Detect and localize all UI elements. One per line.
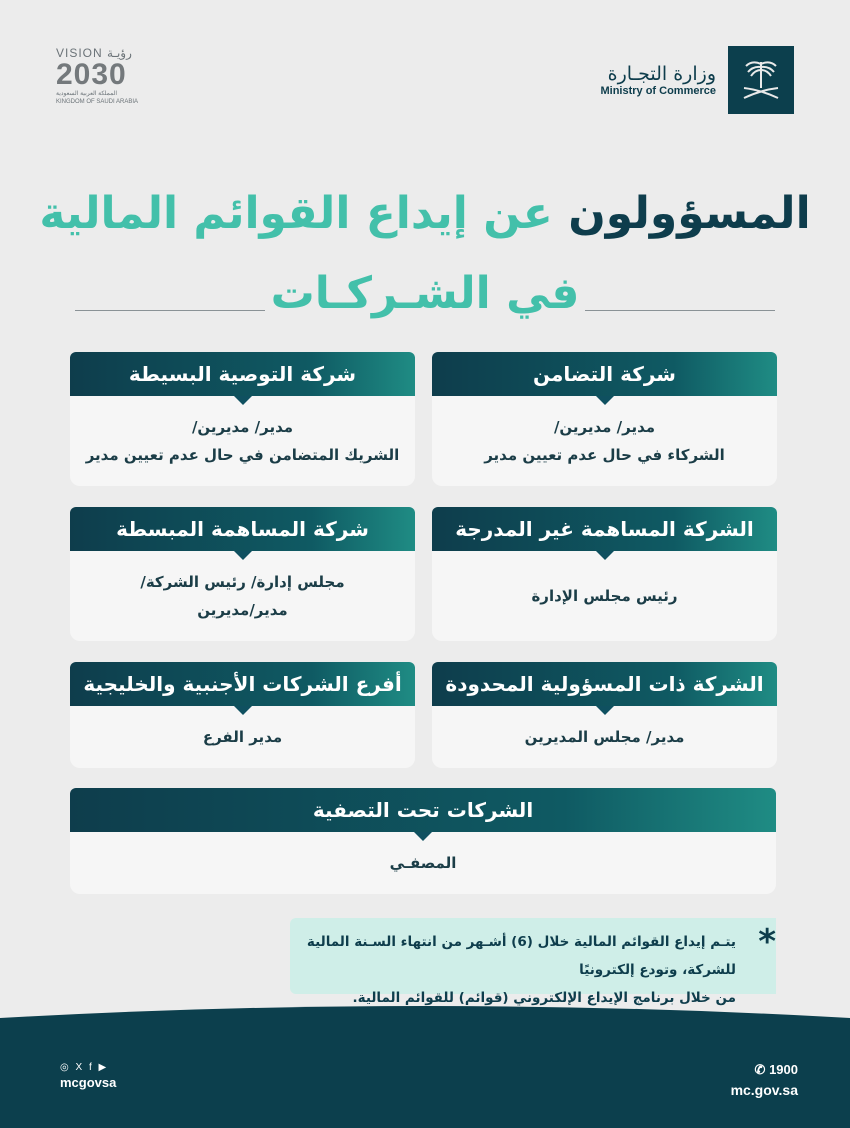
card-title: أفرع الشركات الأجنبية والخليجية bbox=[70, 662, 415, 706]
title-part-1: المسؤولون bbox=[568, 188, 811, 239]
card-limited-liability bbox=[432, 662, 777, 768]
card-title: الشركات تحت التصفية bbox=[70, 788, 776, 832]
card-line-1: مدير/ مديرين/ bbox=[553, 418, 656, 436]
card-unlisted-joint-stock bbox=[432, 507, 777, 641]
card-line-1: مدير/ مجلس المديرين bbox=[524, 728, 685, 746]
card-under-liquidation bbox=[70, 788, 776, 894]
vision-year: 2030 bbox=[56, 58, 127, 91]
page-title bbox=[0, 188, 850, 239]
footnote-line-2: من خلال برنامج الإيداع الإلكتروني (قوائم) للقوائم المالية. bbox=[352, 990, 736, 1006]
title-line-2-wrap bbox=[75, 268, 775, 324]
card-foreign-branches bbox=[70, 662, 415, 768]
card-title: الشركة ذات المسؤولية المحدودة bbox=[432, 662, 777, 706]
card-line-2: مدير/مديرين bbox=[197, 601, 288, 619]
asterisk-icon: * bbox=[758, 922, 776, 962]
card-body bbox=[432, 396, 777, 486]
card-title: الشركة المساهمة غير المدرجة bbox=[432, 507, 777, 551]
footer-wave bbox=[0, 1000, 850, 1128]
page-subtitle: في الشـركـات bbox=[270, 268, 580, 319]
card-line-1: مدير/ مديرين/ bbox=[191, 418, 294, 436]
card-line-2: الشركاء في حال عدم تعيين مدير bbox=[484, 446, 725, 464]
social-handle[interactable]: mcgovsa bbox=[60, 1075, 117, 1090]
card-body bbox=[432, 706, 777, 768]
card-title: شركة التوصية البسيطة bbox=[70, 352, 415, 396]
phone-number[interactable]: 1900 bbox=[769, 1062, 798, 1077]
card-body bbox=[432, 551, 777, 641]
card-title: شركة المساهمة المبسطة bbox=[70, 507, 415, 551]
palm-swords-emblem-icon bbox=[728, 46, 794, 114]
card-line-1: المصفـي bbox=[389, 854, 457, 872]
card-body bbox=[70, 396, 415, 486]
card-body bbox=[70, 832, 776, 894]
phone-icon: ✆ bbox=[754, 1062, 766, 1077]
card-line-1: رئيس مجلس الإدارة bbox=[531, 587, 678, 605]
footnote-box bbox=[290, 918, 776, 1006]
ministry-name-ar: وزارة التجـارة bbox=[607, 63, 716, 85]
vision-sub-en: KINGDOM OF SAUDI ARABIA bbox=[56, 99, 139, 105]
vision-sub-ar: المملكة العربية السعودية bbox=[56, 91, 118, 97]
contact-block bbox=[731, 1062, 798, 1098]
card-body bbox=[70, 551, 415, 641]
title-rule-right bbox=[585, 310, 775, 311]
footnote-line-1: يتـم إيداع القوائم المالية خلال (6) أشـهر من انتهاء السـنة المالية للشركة، وتودع إلكترونيًا bbox=[306, 934, 736, 978]
card-general-partnership bbox=[432, 352, 777, 486]
vision-2030-logo bbox=[56, 46, 156, 106]
card-simplified-joint-stock bbox=[70, 507, 415, 641]
card-line-1: مدير الفرع bbox=[202, 728, 283, 746]
card-body bbox=[70, 706, 415, 768]
website-link[interactable]: mc.gov.sa bbox=[730, 1082, 798, 1098]
vision-label: VISION رؤيـة bbox=[56, 46, 132, 60]
social-block bbox=[60, 1062, 116, 1090]
card-line-1: مجلس إدارة/ رئيس الشركة/ bbox=[140, 573, 345, 591]
title-part-2: عن إيداع القوائم المالية bbox=[39, 188, 553, 239]
ministry-name-en: Ministry of Commerce bbox=[600, 85, 716, 97]
ministry-logo bbox=[600, 46, 794, 114]
card-line-2: الشريك المتضامن في حال عدم تعيين مدير bbox=[85, 446, 400, 464]
card-limited-partnership bbox=[70, 352, 415, 486]
social-icons[interactable]: ◎ X f ▶ bbox=[60, 1062, 109, 1073]
card-title: شركة التضامن bbox=[432, 352, 777, 396]
